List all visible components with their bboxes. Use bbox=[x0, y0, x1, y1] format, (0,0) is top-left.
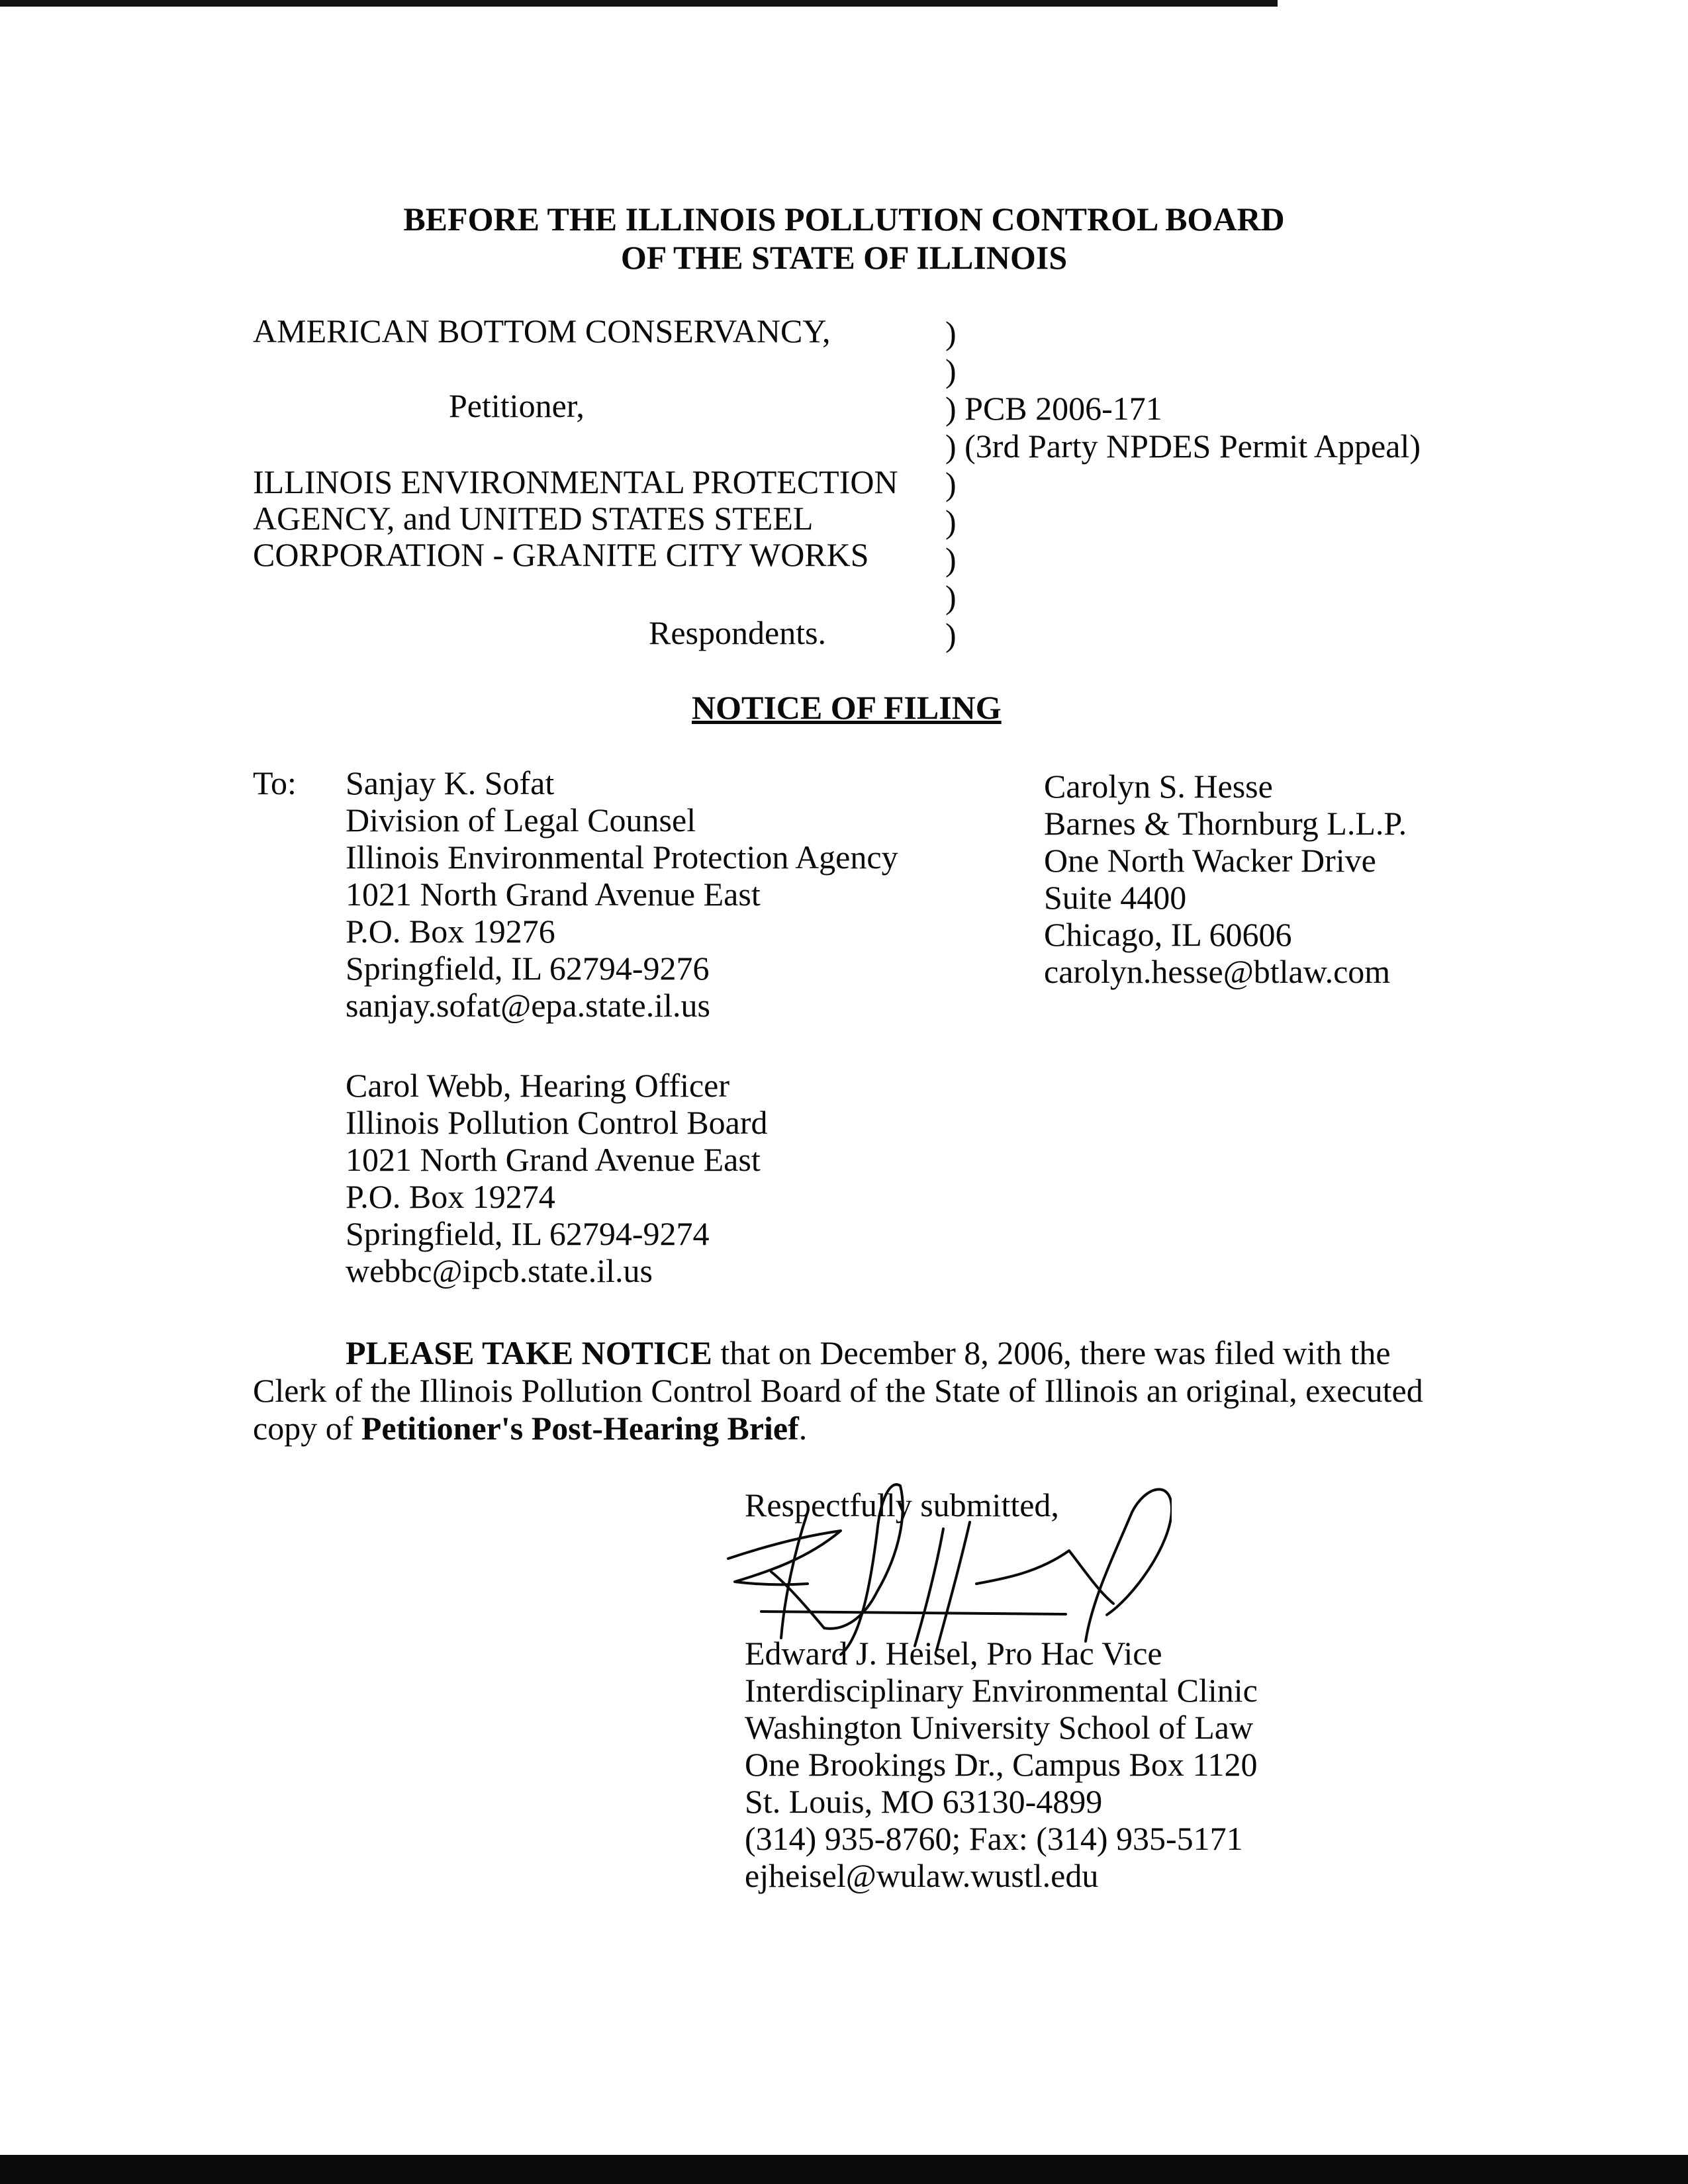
caption-paren: ) bbox=[945, 503, 957, 540]
respondent-line-2: AGENCY, and UNITED STATES STEEL bbox=[253, 500, 814, 537]
email-address: carolyn.hesse@btlaw.com bbox=[1044, 953, 1391, 990]
caption-paren: ) bbox=[945, 314, 957, 351]
filed-document-name: Petitioner's Post-Hearing Brief bbox=[361, 1410, 799, 1447]
caption-paren: ) bbox=[945, 352, 957, 389]
address-line: One North Wacker Drive bbox=[1044, 842, 1376, 879]
notice-text: copy of bbox=[253, 1410, 361, 1447]
address-line: 1021 North Grand Avenue East bbox=[346, 876, 761, 913]
notice-lead: PLEASE TAKE NOTICE bbox=[346, 1334, 712, 1371]
address-line: 1021 North Grand Avenue East bbox=[346, 1141, 761, 1178]
notice-text: that on December 8, 2006, there was filed with the bbox=[712, 1334, 1391, 1371]
caption-paren: ) bbox=[945, 541, 957, 578]
court-heading-line1: BEFORE THE ILLINOIS POLLUTION CONTROL BOARD bbox=[403, 201, 1285, 238]
address-line: Carolyn S. Hesse bbox=[1044, 768, 1273, 805]
petitioner-label: Petitioner, bbox=[449, 387, 585, 424]
respondent-line-3: CORPORATION - GRANITE CITY WORKS bbox=[253, 536, 869, 573]
to-label: To: bbox=[253, 764, 297, 801]
notice-paragraph-line1 bbox=[346, 1334, 1391, 1372]
scan-edge-gap bbox=[1278, 0, 1688, 7]
respondents-label: Respondents. bbox=[649, 614, 827, 651]
caption-paren: ) bbox=[945, 578, 957, 615]
caption-paren: ) bbox=[945, 616, 957, 653]
address-line: Springfield, IL 62794-9276 bbox=[346, 950, 710, 987]
closing: Respectfully submitted, bbox=[745, 1486, 1059, 1524]
case-type: ) (3rd Party NPDES Permit Appeal) bbox=[945, 428, 1421, 465]
email-address: sanjay.sofat@epa.state.il.us bbox=[346, 987, 710, 1024]
notice-paragraph-line3 bbox=[253, 1410, 807, 1447]
recipient-sofat bbox=[346, 764, 898, 1024]
recipient-webb bbox=[346, 1067, 768, 1289]
address-line: Sanjay K. Sofat bbox=[346, 764, 555, 801]
case-number: ) PCB 2006-171 bbox=[945, 390, 1162, 427]
petitioner-name: AMERICAN BOTTOM CONSERVANCY, bbox=[253, 312, 831, 349]
address-line: Carol Webb, Hearing Officer bbox=[346, 1067, 730, 1104]
signer-line: One Brookings Dr., Campus Box 1120 bbox=[745, 1746, 1258, 1783]
address-line: Illinois Environmental Protection Agency bbox=[346, 839, 898, 876]
address-line: P.O. Box 19274 bbox=[346, 1178, 555, 1215]
notice-paragraph-line2: Clerk of the Illinois Pollution Control Board of the State of Illinois an original, executed bbox=[253, 1372, 1423, 1409]
address-line: Springfield, IL 62794-9274 bbox=[346, 1215, 710, 1252]
handwritten-signature bbox=[708, 1473, 1172, 1658]
email-address: webbc@ipcb.state.il.us bbox=[346, 1252, 653, 1289]
respondent-line-1: ILLINOIS ENVIRONMENTAL PROTECTION bbox=[253, 463, 898, 500]
address-line: Chicago, IL 60606 bbox=[1044, 916, 1292, 953]
address-line: Barnes & Thornburg L.L.P. bbox=[1044, 805, 1407, 842]
address-line: Suite 4400 bbox=[1044, 879, 1187, 916]
address-line: Division of Legal Counsel bbox=[346, 801, 696, 839]
signer-name: Edward J. Heisel, Pro Hac Vice bbox=[745, 1635, 1162, 1672]
signer-phone: (314) 935-8760; Fax: (314) 935-5171 bbox=[745, 1820, 1243, 1857]
notice-title: NOTICE OF FILING bbox=[692, 689, 1002, 726]
signer-line: Interdisciplinary Environmental Clinic bbox=[745, 1672, 1258, 1709]
signer-line: Washington University School of Law bbox=[745, 1709, 1254, 1746]
court-heading-line2: OF THE STATE OF ILLINOIS bbox=[620, 239, 1068, 276]
caption-paren: ) bbox=[945, 465, 957, 502]
recipient-hesse bbox=[1044, 768, 1407, 990]
address-line: P.O. Box 19276 bbox=[346, 913, 555, 950]
notice-text: . bbox=[798, 1410, 808, 1447]
scan-edge-bottom bbox=[0, 2155, 1688, 2184]
signature-block bbox=[745, 1635, 1258, 1894]
address-line: Illinois Pollution Control Board bbox=[346, 1104, 768, 1141]
signer-email: ejheisel@wulaw.wustl.edu bbox=[745, 1857, 1099, 1894]
signer-line: St. Louis, MO 63130-4899 bbox=[745, 1783, 1103, 1820]
